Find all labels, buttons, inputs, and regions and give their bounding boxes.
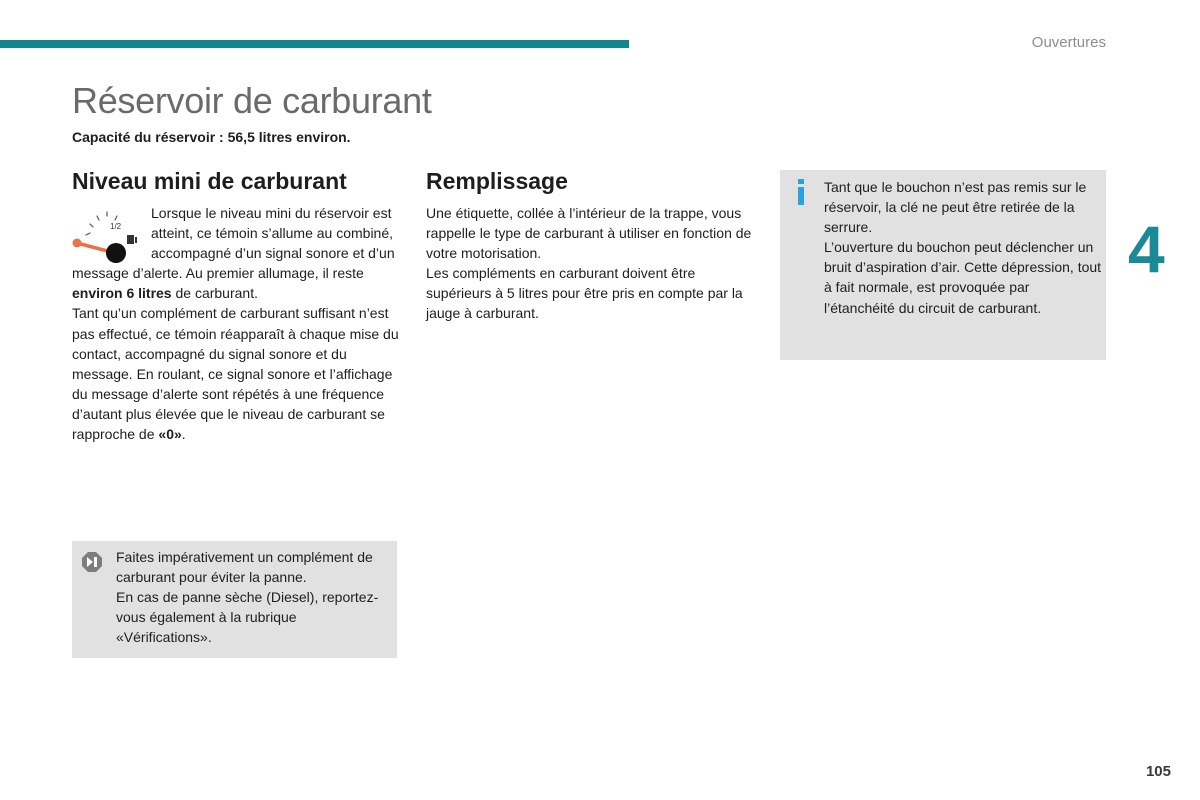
niveau-p1-end: de carburant. [171, 285, 258, 302]
chapter-number: 4 [1128, 212, 1165, 286]
remplissage-text [426, 203, 756, 324]
warning-line-2: En cas de panne sèche (Diesel), reportez-vous également à la rubrique «Vérifications». [116, 589, 379, 646]
info-p2: L’ouverture du bouchon peut déclencher un bruit d’aspiration d’air. Cette dépression, tout à fait normale, est provoquée par l’étanchéité du circuit de carburant. [824, 239, 1102, 316]
info-note-text [824, 177, 1104, 318]
warning-skip-icon [81, 551, 103, 573]
remplissage-p2: Les compléments en carburant doivent être supérieurs à 5 litres pour être pris en compte par la jauge à carburant. [426, 265, 743, 322]
heading-remplissage: Remplissage [426, 168, 568, 194]
page-title: Réservoir de carburant [72, 80, 432, 121]
niveau-p1-bold: environ 6 litres [72, 285, 172, 302]
niveau-p1-start: Lorsque le niveau mini du réservoir est atteint, ce témoin s’allume au combiné, accompagné d’un signal sonore et d’un message d’alerte. Au premier allumage, il reste [72, 205, 395, 282]
info-icon [796, 179, 806, 205]
fuel-gauge-icon [72, 203, 148, 263]
header-accent-bar [0, 40, 629, 48]
tank-capacity: Capacité du réservoir : 56,5 litres environ. [72, 129, 351, 145]
niveau-p2-start: Tant qu’un complément de carburant suffisant n’est pas effectué, ce témoin réapparaît à chaque mise du contact, accompagné du signal sonore et du message. En roulant, ce signal sonore et l’affichage du message d’alerte sont répétés à une fréquence d’autant plus élevée que le niveau de carburant se rapproche de [72, 305, 399, 443]
remplissage-p1: Une étiquette, collée à l’intérieur de la trappe, vous rappelle le type de carburant à utiliser en fonction de votre motorisation. [426, 205, 752, 262]
niveau-p2-bold: «0» [158, 426, 182, 443]
warning-line-1: Faites impérativement un complément de carburant pour éviter la panne. [116, 549, 373, 586]
info-p1: Tant que le bouchon n’est pas remis sur le réservoir, la clé ne peut être retirée de la serrure. [824, 179, 1087, 236]
niveau-p2-end: . [181, 426, 186, 443]
info-note [780, 170, 1106, 360]
heading-niveau-mini: Niveau mini de carburant [72, 168, 347, 194]
niveau-mini-text [72, 203, 402, 444]
warning-note [72, 541, 397, 658]
gauge-half-label: 1/2 [110, 222, 122, 231]
page-number: 105 [1145, 763, 1171, 780]
section-name: Ouvertures [1031, 34, 1106, 51]
warning-note-text [116, 547, 391, 647]
